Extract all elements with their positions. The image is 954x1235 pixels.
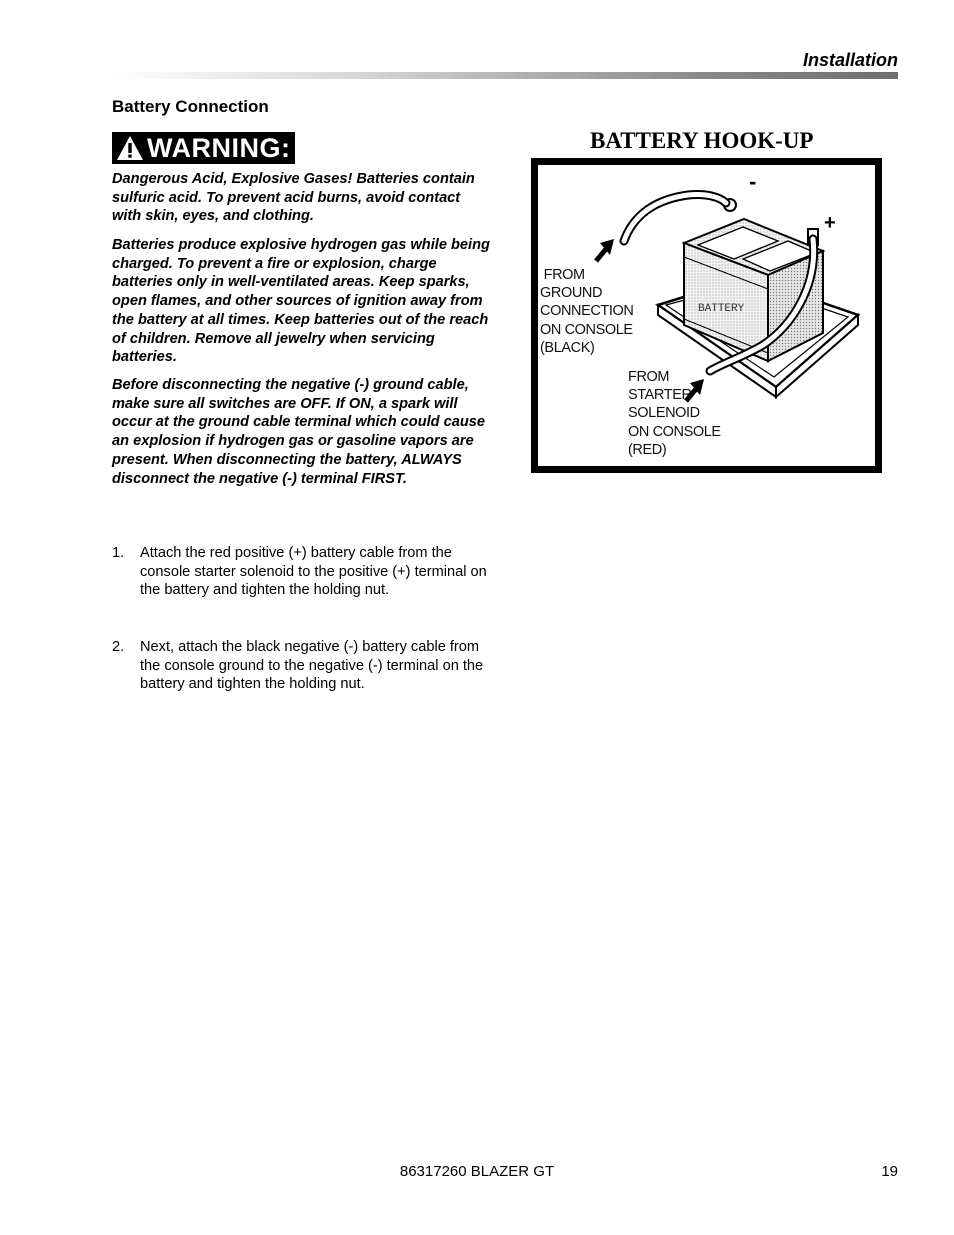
figure-title: BATTERY HOOK-UP — [590, 128, 814, 153]
warning-paragraph-hydrogen: Batteries produce explosive hydrogen gas while being charged. To prevent a fire or explosion, charge batteries only in well-ventilated areas. Keep sparks, open flames, and other sources of ignition away from the battery at all times. Keep batteries out of the reach of children. Remove all jewelry when servicing batteries. — [112, 237, 490, 366]
label-line: ON CONSOLE — [540, 321, 633, 338]
section-title: Battery Connection — [112, 97, 269, 116]
label-line: ON CONSOLE — [628, 423, 721, 440]
warning-badge-label: WARNING: — [147, 132, 291, 163]
label-line: (BLACK) — [540, 339, 595, 356]
label-line: STARTER — [628, 387, 692, 404]
battery-hookup-figure — [531, 158, 882, 473]
battery-label: BATTERY — [698, 303, 745, 315]
warning-triangle-icon — [116, 135, 144, 161]
label-line: FROM — [540, 267, 585, 283]
warning-paragraph-disconnect: Before disconnecting the negative (-) ground cable, make sure all switches are OFF. If ON, a spark will occur at the ground cable terminal which could cause an explosion if hydrogen gas or gasoline vapors are present. When disconnecting the battery, ALWAYS disconnect the negative (-) terminal FIRST. — [112, 377, 486, 487]
warning-badge — [112, 132, 295, 164]
warning-paragraph-acid: Dangerous Acid, Explosive Gases! Batteries contain sulfuric acid. To prevent acid burns, avoid contact with skin, eyes, and clothing. — [112, 171, 475, 225]
footer-document-id: 86317260 BLAZER GT — [399, 1163, 555, 1180]
step-number: 2. — [112, 639, 125, 655]
step-item — [112, 544, 502, 600]
label-line: SOLENOID — [628, 405, 700, 422]
starter-solenoid-label — [628, 368, 721, 459]
ground-connection-label — [540, 266, 633, 357]
positive-sign: + — [824, 212, 836, 234]
label-line: FROM — [628, 369, 670, 385]
header-rule — [112, 72, 898, 79]
step-number: 1. — [112, 545, 125, 561]
page-header-title: Installation — [802, 50, 898, 70]
step-text: Next, attach the black negative (-) battery cable from the console ground to the negative (-) terminal on the battery and tighten the holding nut. — [140, 639, 484, 693]
label-line: CONNECTION — [540, 303, 634, 320]
label-line: (RED) — [628, 441, 667, 458]
step-item — [112, 638, 502, 694]
step-text: Attach the red positive (+) battery cable from the console starter solenoid to the positive (+) terminal on the battery and tighten the holding nut. — [140, 545, 487, 599]
label-line: GROUND — [540, 285, 603, 302]
negative-sign: - — [749, 169, 757, 194]
ground-arrow-icon — [596, 239, 614, 261]
footer-page-number: 19 — [881, 1163, 898, 1180]
